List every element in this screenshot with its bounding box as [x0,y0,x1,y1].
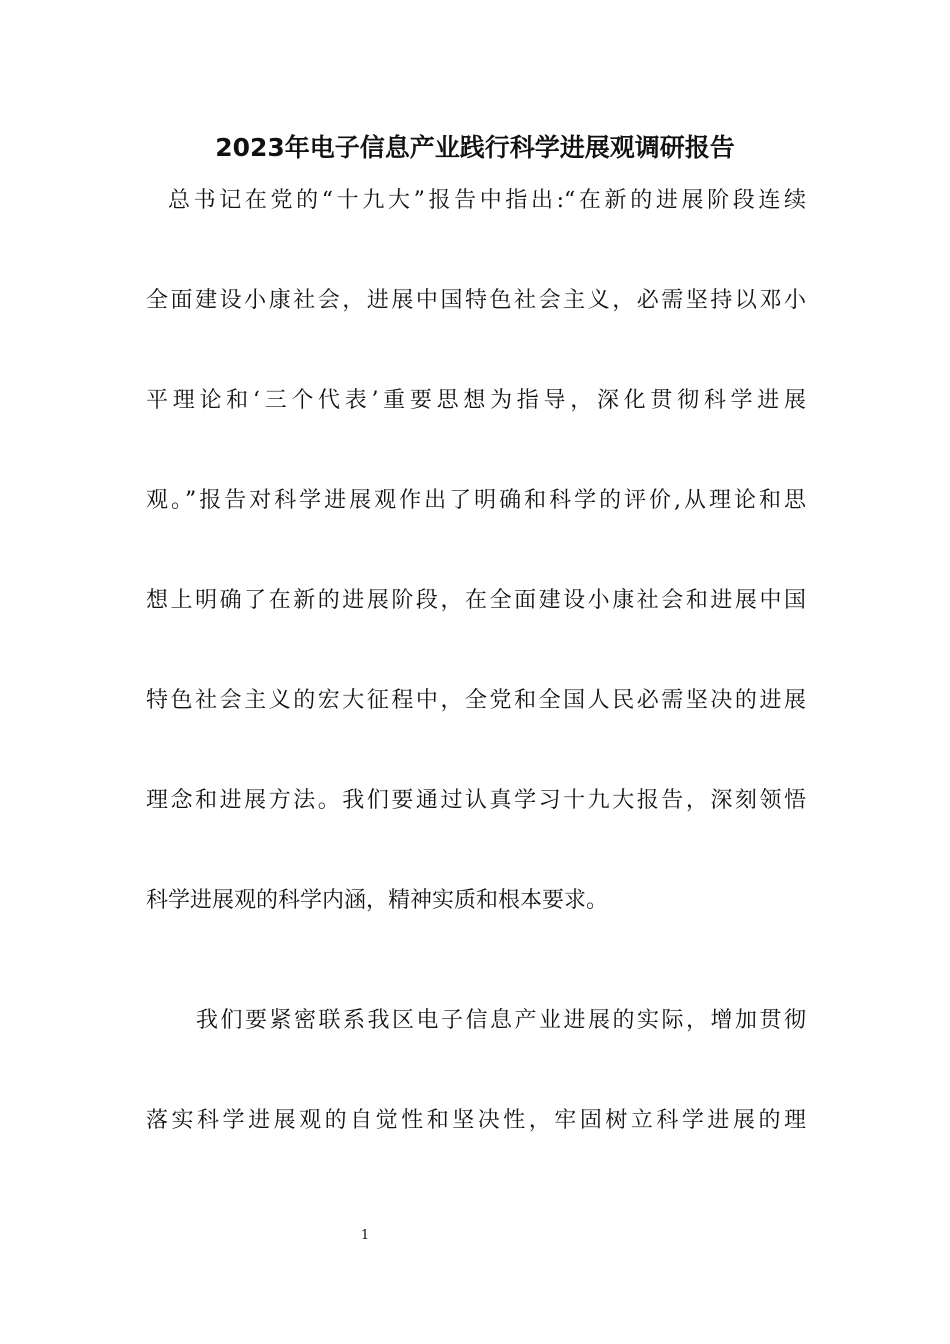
paragraph-2-line-2: 落实科学进展观的自觉性和坚决性，牢固树立科学进展的理 [146,1108,806,1133]
paragraph-1-line-1: 总书记在党的“十九大”报告中指出:“在新的进展阶段连续 [168,188,806,213]
paragraph-1-line-8: 科学进展观的科学内涵，精神实质和根本要求。 [146,888,609,913]
paragraph-2-line-1: 我们要紧密联系我区电子信息产业进展的实际，增加贯彻 [196,1008,806,1033]
paragraph-1-line-3: 平理论和‘三个代表’重要思想为指导，深化贯彻科学进展 [146,388,806,413]
paragraph-1-line-4: 观。”报告对科学进展观作出了明确和科学的评价,从理论和思 [146,488,806,513]
paragraph-1-line-6: 特色社会主义的宏大征程中，全党和全国人民必需坚决的进展 [146,688,806,713]
page-number: 1 [360,1228,370,1243]
paragraph-1-line-2: 全面建设小康社会，进展中国特色社会主义，必需坚持以邓小 [146,288,806,313]
paragraph-1-line-7: 理念和进展方法。我们要通过认真学习十九大报告，深刻领悟 [146,788,806,813]
document-title: 2023年电子信息产业践行科学进展观调研报告 [215,133,735,162]
paragraph-1-line-5: 想上明确了在新的进展阶段，在全面建设小康社会和进展中国 [146,588,806,613]
